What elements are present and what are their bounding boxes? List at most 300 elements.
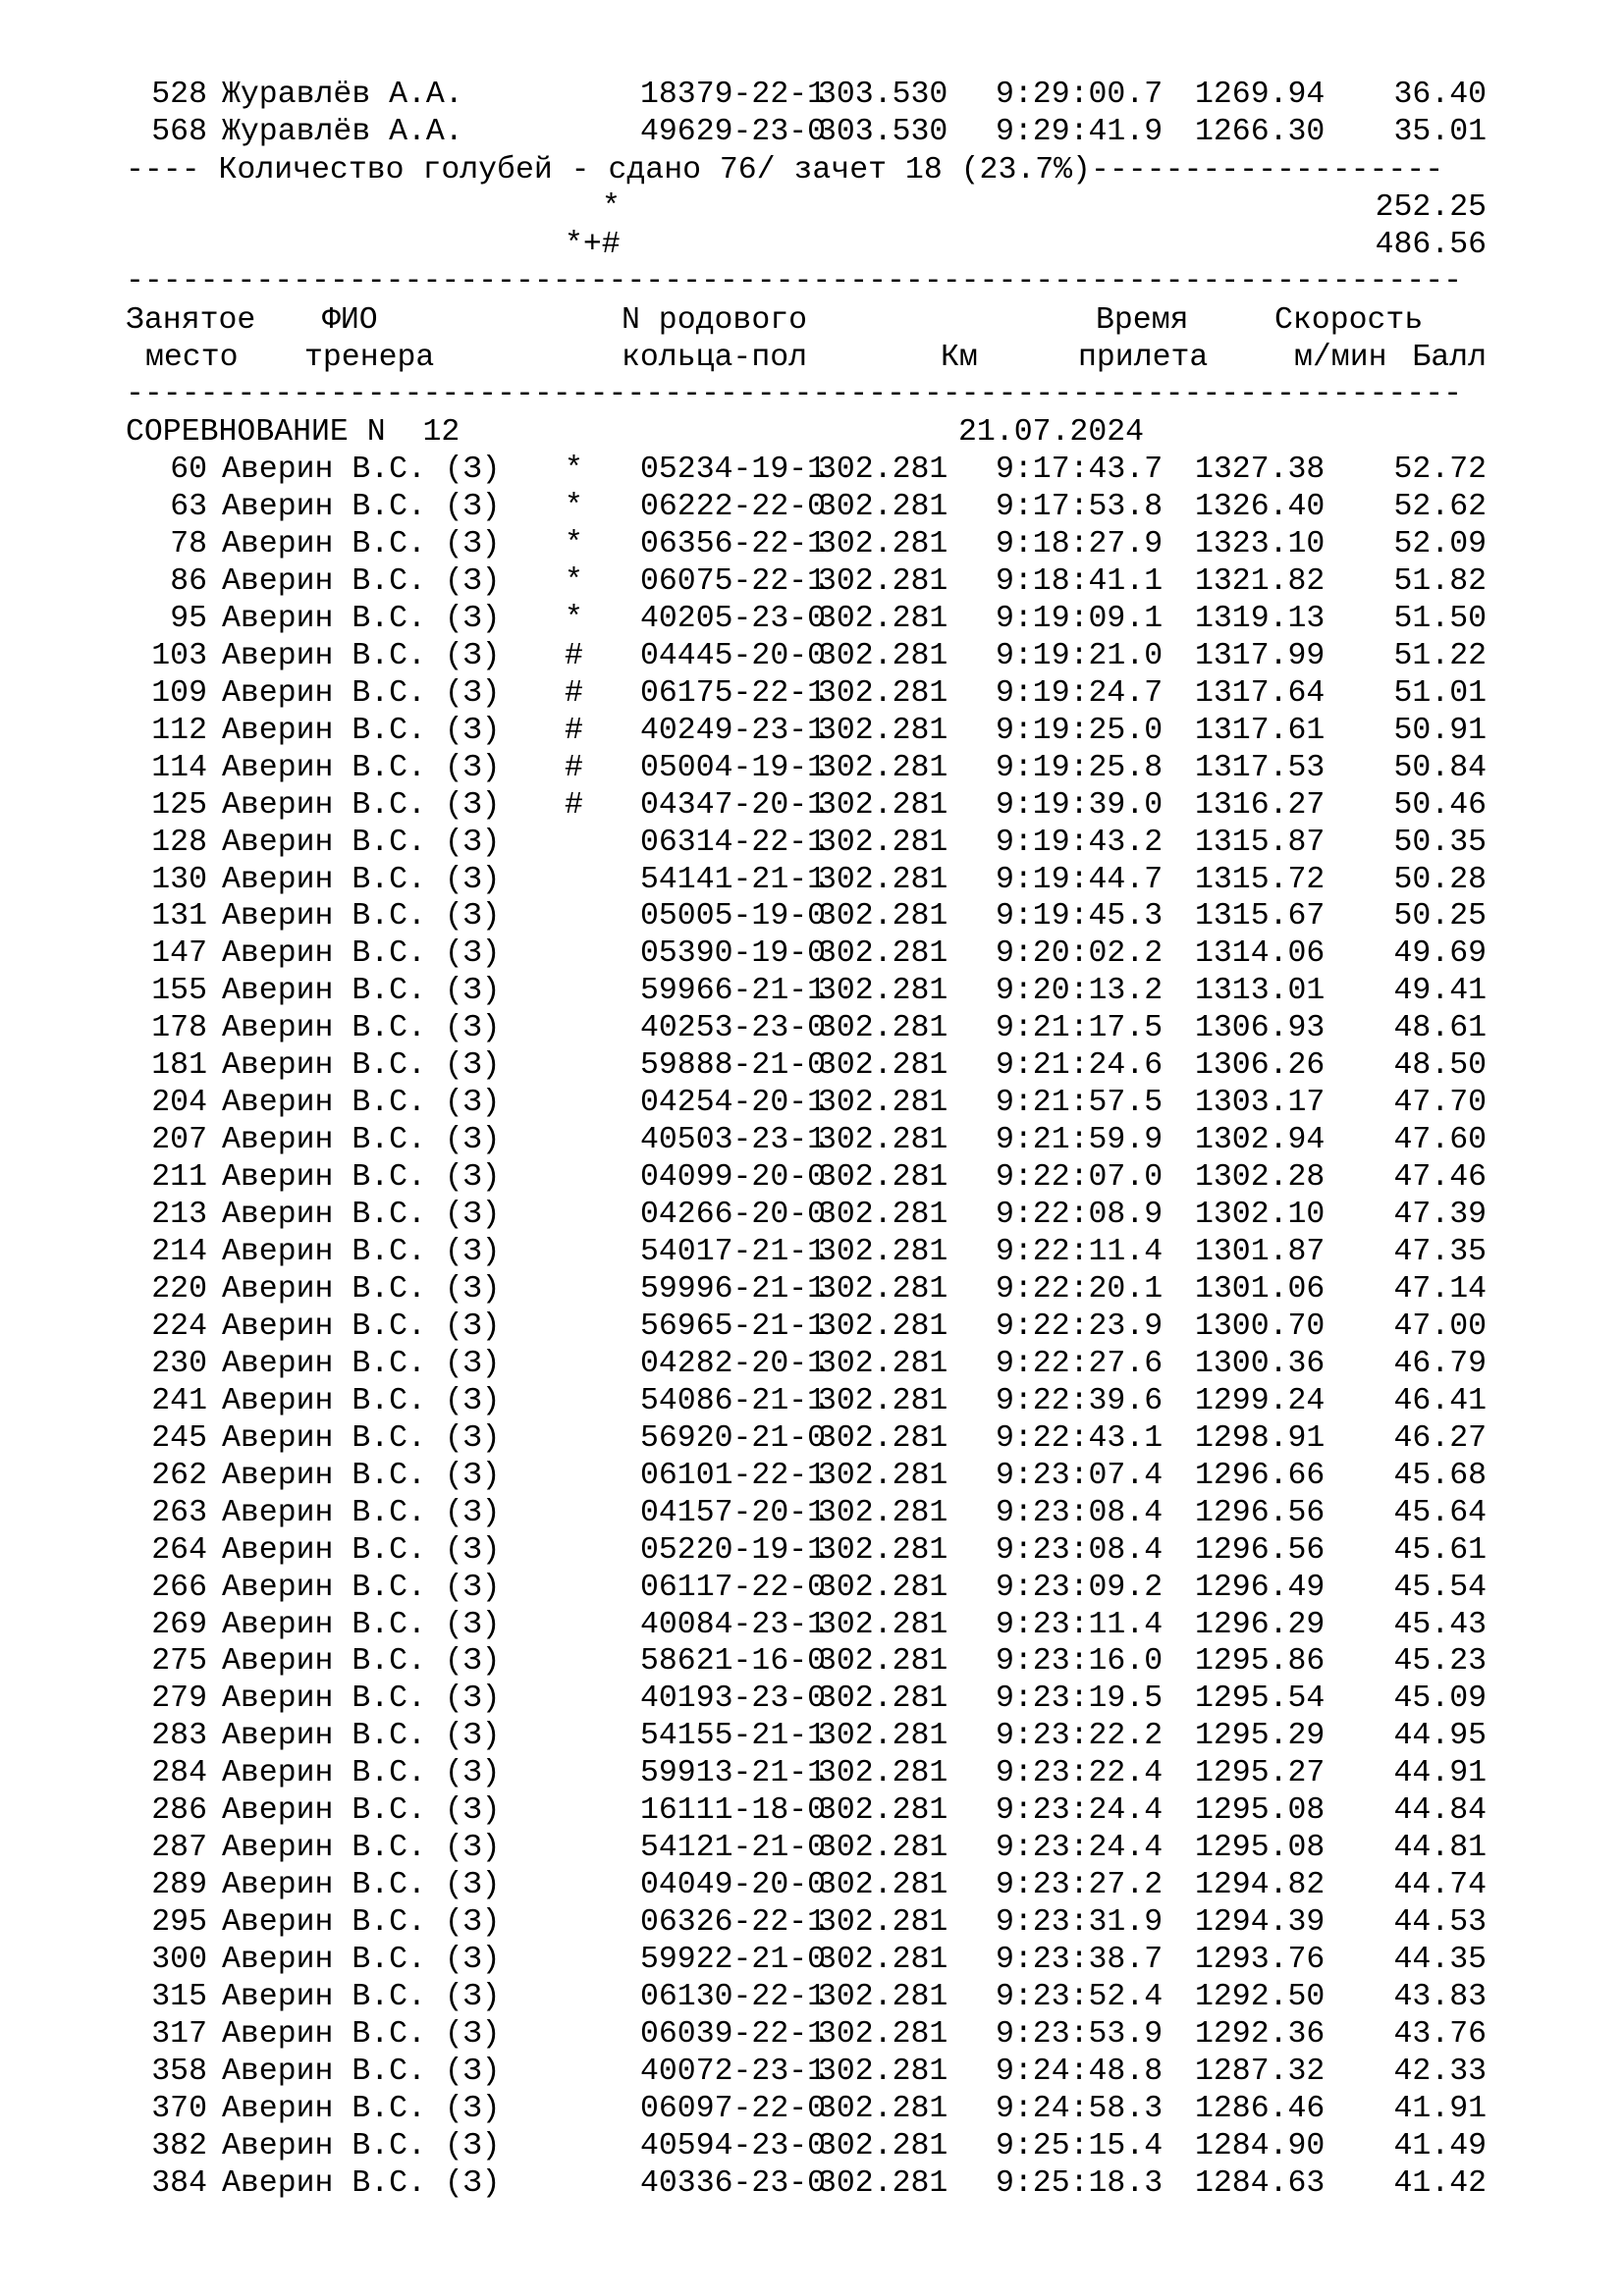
- speed-cell: 1296.49: [1195, 1570, 1326, 1605]
- place-cell: 269: [151, 1607, 207, 1642]
- km-cell: 302.281: [818, 1048, 948, 1084]
- ring-cell: 58621-16-0: [640, 1644, 827, 1680]
- name-cell: Аверин В.С. (З): [222, 899, 501, 934]
- score-cell: 35.01: [1393, 115, 1487, 149]
- name-cell: Аверин В.С. (З): [222, 1868, 501, 1903]
- speed-cell: 1306.26: [1195, 1048, 1326, 1084]
- score-cell: 50.84: [1393, 750, 1487, 785]
- time-cell: 9:22:23.9: [996, 1308, 1164, 1344]
- speed-cell: 1293.76: [1195, 1943, 1326, 1977]
- score-cell: 41.42: [1393, 2165, 1487, 2201]
- time-cell: 9:19:45.3: [996, 899, 1164, 934]
- score-cell: 52.72: [1393, 453, 1487, 487]
- speed-cell: 1301.87: [1195, 1235, 1326, 1269]
- header-speed-2: м/мин: [1294, 341, 1387, 375]
- name-cell: Аверин В.С. (З): [222, 787, 501, 823]
- place-cell: 289: [151, 1868, 207, 1903]
- place-cell: 568: [151, 115, 207, 149]
- score-cell: 45.09: [1393, 1682, 1487, 1717]
- km-cell: 302.281: [818, 1943, 948, 1977]
- score-cell: 44.84: [1393, 1793, 1487, 1829]
- ring-cell: 59922-21-0: [640, 1943, 827, 1977]
- place-cell: 220: [151, 1271, 207, 1307]
- time-cell: 9:23:27.2: [996, 1868, 1164, 1903]
- km-cell: 302.281: [818, 1346, 948, 1381]
- name-cell: Аверин В.С. (З): [222, 2091, 501, 2126]
- km-cell: 302.281: [818, 862, 948, 897]
- ring-cell: 59966-21-1: [640, 974, 827, 1009]
- time-cell: 9:25:18.3: [996, 2165, 1164, 2201]
- ring-cell: 40084-23-1: [640, 1607, 827, 1642]
- ring-cell: 16111-18-0: [640, 1793, 827, 1829]
- name-cell: Аверин В.С. (З): [222, 1644, 501, 1680]
- km-cell: 302.281: [818, 2128, 948, 2163]
- ring-cell: 05004-19-1: [640, 750, 827, 785]
- mark-cell: #: [565, 638, 583, 673]
- speed-cell: 1319.13: [1195, 601, 1326, 636]
- time-cell: 9:21:57.5: [996, 1086, 1164, 1121]
- km-cell: 302.281: [818, 1719, 948, 1754]
- speed-cell: 1317.99: [1195, 638, 1326, 673]
- place-cell: 125: [151, 787, 207, 823]
- time-cell: 9:25:15.4: [996, 2128, 1164, 2163]
- name-cell: Аверин В.С. (З): [222, 1831, 501, 1866]
- ring-cell: 04445-20-0: [640, 638, 827, 673]
- place-cell: 63: [170, 489, 207, 524]
- ring-cell: 04282-20-1: [640, 1346, 827, 1381]
- score-cell: 49.41: [1393, 974, 1487, 1009]
- place-cell: 131: [151, 899, 207, 934]
- speed-cell: 1287.32: [1195, 2054, 1326, 2089]
- speed-cell: 1302.28: [1195, 1160, 1326, 1196]
- ring-cell: 06075-22-1: [640, 563, 827, 599]
- place-cell: 109: [151, 675, 207, 711]
- ring-cell: 06117-22-0: [640, 1570, 827, 1605]
- speed-cell: 1317.53: [1195, 750, 1326, 785]
- place-cell: 211: [151, 1160, 207, 1196]
- ring-cell: 40336-23-0: [640, 2165, 827, 2201]
- time-cell: 9:23:16.0: [996, 1644, 1164, 1680]
- speed-cell: 1323.10: [1195, 526, 1326, 561]
- speed-cell: 1317.64: [1195, 675, 1326, 711]
- summary-value-1: 252.25: [1375, 190, 1487, 225]
- score-cell: 46.41: [1393, 1383, 1487, 1418]
- time-cell: 9:22:27.6: [996, 1346, 1164, 1381]
- time-cell: 9:23:22.2: [996, 1719, 1164, 1754]
- time-cell: 9:23:09.2: [996, 1570, 1164, 1605]
- score-cell: 45.54: [1393, 1570, 1487, 1605]
- name-cell: Аверин В.С. (З): [222, 1719, 501, 1754]
- place-cell: 370: [151, 2091, 207, 2126]
- time-cell: 9:22:43.1: [996, 1420, 1164, 1456]
- ring-cell: 06326-22-1: [640, 1905, 827, 1941]
- name-cell: Аверин В.С. (З): [222, 1048, 501, 1084]
- score-cell: 51.01: [1393, 675, 1487, 711]
- speed-cell: 1266.30: [1195, 115, 1326, 149]
- place-cell: 224: [151, 1308, 207, 1344]
- summary-row-1: [126, 189, 1487, 227]
- place-cell: 317: [151, 2016, 207, 2052]
- km-cell: 302.281: [818, 453, 948, 487]
- name-cell: Аверин В.С. (З): [222, 489, 501, 524]
- score-cell: 44.53: [1393, 1905, 1487, 1941]
- speed-cell: 1298.91: [1195, 1420, 1326, 1456]
- ring-cell: 40072-23-1: [640, 2054, 827, 2089]
- place-cell: 283: [151, 1719, 207, 1754]
- km-cell: 302.281: [818, 2091, 948, 2126]
- mark-cell: *: [565, 526, 583, 561]
- time-cell: 9:23:11.4: [996, 1607, 1164, 1642]
- score-cell: 47.46: [1393, 1160, 1487, 1196]
- ring-cell: 06101-22-1: [640, 1458, 827, 1493]
- ring-cell: 40503-23-1: [640, 1123, 827, 1158]
- score-cell: 44.74: [1393, 1868, 1487, 1903]
- name-cell: Аверин В.С. (З): [222, 2128, 501, 2163]
- score-cell: 51.22: [1393, 638, 1487, 673]
- time-cell: 9:20:02.2: [996, 936, 1164, 972]
- score-cell: 49.69: [1393, 936, 1487, 972]
- km-cell: 302.281: [818, 1570, 948, 1605]
- speed-cell: 1295.54: [1195, 1682, 1326, 1717]
- place-cell: 147: [151, 936, 207, 972]
- km-cell: 302.281: [818, 1495, 948, 1530]
- km-cell: 302.281: [818, 2016, 948, 2052]
- name-cell: Аверин В.С. (З): [222, 526, 501, 561]
- ring-cell: 54121-21-0: [640, 1831, 827, 1866]
- header-name: ФИО: [322, 303, 378, 338]
- speed-cell: 1314.06: [1195, 936, 1326, 972]
- km-cell: 302.281: [818, 1793, 948, 1829]
- km-cell: 302.281: [818, 936, 948, 972]
- header-km: Км: [941, 341, 978, 375]
- place-cell: 263: [151, 1495, 207, 1530]
- time-cell: 9:23:31.9: [996, 1905, 1164, 1941]
- time-cell: 9:23:38.7: [996, 1943, 1164, 1977]
- name-cell: Аверин В.С. (З): [222, 1458, 501, 1493]
- score-cell: 44.81: [1393, 1831, 1487, 1866]
- km-cell: 302.281: [818, 1682, 948, 1717]
- summary-mark-2: *+#: [565, 228, 621, 262]
- speed-cell: 1295.27: [1195, 1756, 1326, 1791]
- time-cell: 9:19:09.1: [996, 601, 1164, 636]
- place-cell: 266: [151, 1570, 207, 1605]
- ring-cell: 04099-20-0: [640, 1160, 827, 1196]
- header-time: Время: [1096, 303, 1189, 338]
- ring-cell: 05005-19-0: [640, 899, 827, 934]
- time-cell: 9:17:53.8: [996, 489, 1164, 524]
- time-cell: 9:23:08.4: [996, 1532, 1164, 1568]
- ring-cell: 06130-22-1: [640, 1980, 827, 2014]
- speed-cell: 1301.06: [1195, 1271, 1326, 1307]
- ring-cell: 04254-20-1: [640, 1086, 827, 1121]
- name-cell: Аверин В.С. (З): [222, 1160, 501, 1196]
- time-cell: 9:18:27.9: [996, 526, 1164, 561]
- score-cell: 43.83: [1393, 1980, 1487, 2014]
- ring-cell: 40249-23-1: [640, 713, 827, 748]
- header-row-1: [126, 302, 1424, 340]
- ring-cell: 05234-19-1: [640, 453, 827, 487]
- km-cell: 302.281: [818, 899, 948, 934]
- speed-cell: 1295.86: [1195, 1644, 1326, 1680]
- speed-cell: 1295.29: [1195, 1719, 1326, 1754]
- speed-cell: 1315.72: [1195, 862, 1326, 897]
- ring-cell: 18379-22-1: [640, 78, 827, 112]
- time-cell: 9:22:20.1: [996, 1271, 1164, 1307]
- place-cell: 114: [151, 750, 207, 785]
- speed-cell: 1296.56: [1195, 1532, 1326, 1568]
- name-cell: Аверин В.С. (З): [222, 1495, 501, 1530]
- ring-cell: 59913-21-1: [640, 1756, 827, 1791]
- km-cell: 302.281: [818, 1868, 948, 1903]
- km-cell: 302.281: [818, 1905, 948, 1941]
- ring-cell: 49629-23-0: [640, 115, 827, 149]
- km-cell: 302.281: [818, 675, 948, 711]
- score-cell: 51.50: [1393, 601, 1487, 636]
- score-cell: 47.00: [1393, 1308, 1487, 1344]
- place-cell: 103: [151, 638, 207, 673]
- km-cell: 302.281: [818, 1235, 948, 1269]
- km-cell: 302.281: [818, 750, 948, 785]
- speed-cell: 1317.61: [1195, 713, 1326, 748]
- speed-cell: 1286.46: [1195, 2091, 1326, 2126]
- ring-cell: 59888-21-0: [640, 1048, 827, 1084]
- score-cell: 50.91: [1393, 713, 1487, 748]
- score-cell: 44.95: [1393, 1719, 1487, 1754]
- km-cell: 302.281: [818, 1458, 948, 1493]
- place-cell: 214: [151, 1235, 207, 1269]
- km-cell: 302.281: [818, 1086, 948, 1121]
- ring-cell: 06222-22-0: [640, 489, 827, 524]
- speed-cell: 1269.94: [1195, 78, 1326, 112]
- score-cell: 41.91: [1393, 2091, 1487, 2126]
- place-cell: 275: [151, 1644, 207, 1680]
- name-cell: Аверин В.С. (З): [222, 936, 501, 972]
- divider-header: ------------------------------------------------------------------------: [126, 377, 1463, 411]
- time-cell: 9:29:00.7: [996, 78, 1164, 112]
- name-cell: Журавлёв А.А.: [222, 78, 463, 112]
- speed-cell: 1327.38: [1195, 453, 1326, 487]
- ring-cell: 04049-20-0: [640, 1868, 827, 1903]
- speed-cell: 1300.70: [1195, 1308, 1326, 1344]
- ring-cell: 06314-22-1: [640, 825, 827, 860]
- ring-cell: 04266-20-0: [640, 1198, 827, 1232]
- ring-cell: 56965-21-1: [640, 1308, 827, 1344]
- name-cell: Аверин В.С. (З): [222, 825, 501, 860]
- ring-cell: 06097-22-0: [640, 2091, 827, 2126]
- ring-cell: 05390-19-0: [640, 936, 827, 972]
- ring-cell: 40205-23-0: [640, 601, 827, 636]
- place-cell: 358: [151, 2054, 207, 2089]
- mark-cell: #: [565, 713, 583, 748]
- header-name-2: тренера: [304, 341, 435, 375]
- place-cell: 295: [151, 1905, 207, 1941]
- score-cell: 52.62: [1393, 489, 1487, 524]
- competition-row: [126, 414, 1145, 452]
- speed-cell: 1321.82: [1195, 563, 1326, 599]
- score-cell: 44.91: [1393, 1756, 1487, 1791]
- name-cell: Аверин В.С. (З): [222, 1383, 501, 1418]
- speed-cell: 1284.63: [1195, 2165, 1326, 2201]
- time-cell: 9:22:39.6: [996, 1383, 1164, 1418]
- time-cell: 9:23:07.4: [996, 1458, 1164, 1493]
- ring-cell: 40253-23-0: [640, 1011, 827, 1046]
- km-cell: 302.281: [818, 974, 948, 1009]
- name-cell: Аверин В.С. (З): [222, 750, 501, 785]
- mark-cell: *: [565, 489, 583, 524]
- place-cell: 207: [151, 1123, 207, 1158]
- place-cell: 279: [151, 1682, 207, 1717]
- time-cell: 9:19:25.0: [996, 713, 1164, 748]
- speed-cell: 1294.82: [1195, 1868, 1326, 1903]
- score-cell: 46.27: [1393, 1420, 1487, 1456]
- name-cell: Аверин В.С. (З): [222, 675, 501, 711]
- place-cell: 382: [151, 2128, 207, 2163]
- time-cell: 9:21:59.9: [996, 1123, 1164, 1158]
- name-cell: Аверин В.С. (З): [222, 1905, 501, 1941]
- place-cell: 315: [151, 1980, 207, 2014]
- km-cell: 302.281: [818, 1383, 948, 1418]
- km-cell: 302.281: [818, 526, 948, 561]
- time-cell: 9:19:43.2: [996, 825, 1164, 860]
- place-cell: 181: [151, 1048, 207, 1084]
- score-cell: 52.09: [1393, 526, 1487, 561]
- km-cell: 302.281: [818, 489, 948, 524]
- score-cell: 47.39: [1393, 1198, 1487, 1232]
- ring-cell: 06175-22-1: [640, 675, 827, 711]
- ring-cell: 54155-21-1: [640, 1719, 827, 1754]
- header-ring-2: кольца-пол: [622, 341, 808, 375]
- time-cell: 9:23:19.5: [996, 1682, 1164, 1717]
- place-cell: 286: [151, 1793, 207, 1829]
- score-cell: 46.79: [1393, 1346, 1487, 1381]
- speed-cell: 1296.56: [1195, 1495, 1326, 1530]
- summary-mark-1: *: [602, 190, 621, 225]
- speed-cell: 1303.17: [1195, 1086, 1326, 1121]
- place-cell: 95: [170, 601, 207, 636]
- km-cell: 302.281: [818, 1011, 948, 1046]
- score-cell: 50.35: [1393, 825, 1487, 860]
- speed-cell: 1294.39: [1195, 1905, 1326, 1941]
- speed-cell: 1306.93: [1195, 1011, 1326, 1046]
- name-cell: Аверин В.С. (З): [222, 1346, 501, 1381]
- name-cell: Аверин В.С. (З): [222, 974, 501, 1009]
- speed-cell: 1315.87: [1195, 825, 1326, 860]
- header-place-2: место: [145, 341, 239, 375]
- ring-cell: 56920-21-0: [640, 1420, 827, 1456]
- speed-cell: 1316.27: [1195, 787, 1326, 823]
- km-cell: 302.281: [818, 713, 948, 748]
- speed-cell: 1295.08: [1195, 1831, 1326, 1866]
- name-cell: Аверин В.С. (З): [222, 1943, 501, 1977]
- name-cell: Аверин В.С. (З): [222, 2016, 501, 2052]
- name-cell: Аверин В.С. (З): [222, 1980, 501, 2014]
- mark-cell: *: [565, 601, 583, 636]
- name-cell: Аверин В.С. (З): [222, 1123, 501, 1158]
- score-cell: 51.82: [1393, 563, 1487, 599]
- time-cell: 9:18:41.1: [996, 563, 1164, 599]
- km-cell: 302.281: [818, 825, 948, 860]
- place-cell: 384: [151, 2165, 207, 2201]
- time-cell: 9:19:44.7: [996, 862, 1164, 897]
- score-cell: 45.23: [1393, 1644, 1487, 1680]
- km-cell: 303.530: [818, 78, 948, 112]
- name-cell: Аверин В.С. (З): [222, 601, 501, 636]
- km-cell: 302.281: [818, 1644, 948, 1680]
- ring-cell: 40193-23-0: [640, 1682, 827, 1717]
- speed-cell: 1315.67: [1195, 899, 1326, 934]
- header-ring: N родового: [622, 303, 808, 338]
- summary-line: ---- Количество голубей - сдано 76/ зачет 18 (23.7%)-------------------: [126, 153, 1444, 187]
- name-cell: Аверин В.С. (З): [222, 1793, 501, 1829]
- speed-cell: 1295.08: [1195, 1793, 1326, 1829]
- divider-top: ------------------------------------------------------------------------: [126, 264, 1463, 298]
- score-cell: 48.61: [1393, 1011, 1487, 1046]
- header-time-2: прилета: [1078, 341, 1209, 375]
- score-cell: 48.50: [1393, 1048, 1487, 1084]
- name-cell: Аверин В.С. (З): [222, 1607, 501, 1642]
- km-cell: 302.281: [818, 601, 948, 636]
- place-cell: 241: [151, 1383, 207, 1418]
- name-cell: Аверин В.С. (З): [222, 453, 501, 487]
- name-cell: Аверин В.С. (З): [222, 1308, 501, 1344]
- time-cell: 9:22:07.0: [996, 1160, 1164, 1196]
- name-cell: Аверин В.С. (З): [222, 2054, 501, 2089]
- ring-cell: 59996-21-1: [640, 1271, 827, 1307]
- name-cell: Аверин В.С. (З): [222, 713, 501, 748]
- score-cell: 47.60: [1393, 1123, 1487, 1158]
- score-cell: 50.25: [1393, 899, 1487, 934]
- place-cell: 78: [170, 526, 207, 561]
- name-cell: Аверин В.С. (З): [222, 1271, 501, 1307]
- header-row-2: [126, 340, 1487, 377]
- time-cell: 9:22:11.4: [996, 1235, 1164, 1269]
- km-cell: 302.281: [818, 1198, 948, 1232]
- km-cell: 302.281: [818, 1532, 948, 1568]
- score-cell: 44.35: [1393, 1943, 1487, 1977]
- km-cell: 302.281: [818, 1123, 948, 1158]
- time-cell: 9:19:21.0: [996, 638, 1164, 673]
- speed-cell: 1302.10: [1195, 1198, 1326, 1232]
- summary-row-2: [126, 227, 1487, 264]
- name-cell: Журавлёв А.А.: [222, 115, 463, 149]
- place-cell: 86: [170, 563, 207, 599]
- score-cell: 47.35: [1393, 1235, 1487, 1269]
- place-cell: 112: [151, 713, 207, 748]
- km-cell: 302.281: [818, 2165, 948, 2201]
- name-cell: Аверин В.С. (З): [222, 1682, 501, 1717]
- table-row: [126, 114, 1487, 151]
- km-cell: 302.281: [818, 1308, 948, 1344]
- mark-cell: #: [565, 675, 583, 711]
- place-cell: 60: [170, 453, 207, 487]
- place-cell: 204: [151, 1086, 207, 1121]
- place-cell: 130: [151, 862, 207, 897]
- name-cell: Аверин В.С. (З): [222, 1420, 501, 1456]
- place-cell: 287: [151, 1831, 207, 1866]
- name-cell: Аверин В.С. (З): [222, 1198, 501, 1232]
- km-cell: 302.281: [818, 787, 948, 823]
- time-cell: 9:23:53.9: [996, 2016, 1164, 2052]
- place-cell: 245: [151, 1420, 207, 1456]
- name-cell: Аверин В.С. (З): [222, 563, 501, 599]
- score-cell: 47.14: [1393, 1271, 1487, 1307]
- speed-cell: 1284.90: [1195, 2128, 1326, 2163]
- speed-cell: 1302.94: [1195, 1123, 1326, 1158]
- score-cell: 42.33: [1393, 2054, 1487, 2089]
- name-cell: Аверин В.С. (З): [222, 1570, 501, 1605]
- score-cell: 45.61: [1393, 1532, 1487, 1568]
- mark-cell: #: [565, 787, 583, 823]
